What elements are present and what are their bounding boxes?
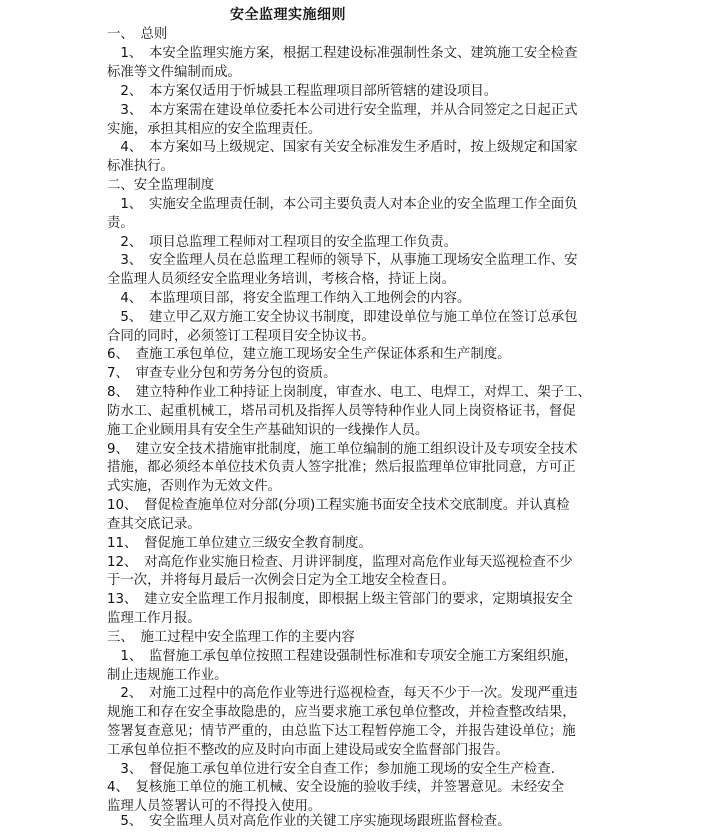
text-line: 2、 本方案仅适用于忻城县工程监理项目部所管辖的建设项目。 bbox=[107, 84, 498, 99]
text-line: 合同的同时，必须签订工程项目安全协议书。 bbox=[107, 329, 375, 344]
text-line: 3、 本方案需在建设单位委托本公司进行安全监理，并从合同签定之日起正式 bbox=[107, 103, 578, 118]
text-line: 11、 督促施工单位建立三级安全教育制度。 bbox=[107, 536, 372, 551]
text-line: 制止违规施工作业。 bbox=[107, 668, 228, 683]
text-line: 监理人员签署认可的不得投入使用。 bbox=[107, 799, 322, 814]
text-line: 标准执行。 bbox=[107, 159, 174, 174]
text-line: 2、 对施工过程中的高危作业等进行巡视检查，每天不少于一次。发现严重违 bbox=[107, 686, 578, 701]
text-line: 1、 本安全监理实施方案，根据工程建设标准强制性条文、建筑施工安全检查 bbox=[107, 46, 578, 61]
text-line: 三、 施工过程中安全监理工作的主要内容 bbox=[107, 630, 355, 645]
text-line: 8、 建立特种作业工种持证上岗制度，审查水、电工、电焊工，对焊工、架子工、 bbox=[107, 385, 591, 400]
text-line: 全监理人员须经安全监理业务培训，考核合格，持证上岗。 bbox=[107, 272, 456, 287]
text-line: 6、 查施工承包单位，建立施工现场安全生产保证体系和生产制度。 bbox=[107, 347, 511, 362]
text-line: 签署复查意见；情节严重的，由总监下达工程暂停施工令，并报告建设单位；施 bbox=[107, 724, 576, 739]
text-line: 3、 安全监理人员在总监理工程师的领导下，从事施工现场安全监理工作、安 bbox=[107, 253, 578, 268]
text-line: 5、 建立甲乙双方施工安全协议书制度，即建设单位与施工单位在签订总承包 bbox=[107, 310, 578, 325]
text-line: 4、 本方案如马上级规定、国家有关安全标准发生矛盾时，按上级规定和国家 bbox=[107, 140, 578, 155]
text-line: 实施，承担其相应的安全监理责任。 bbox=[107, 122, 322, 137]
text-line: 责。 bbox=[107, 216, 134, 231]
text-line: 监理工作月报。 bbox=[107, 611, 201, 626]
text-line: 10、 督促检查施单位对分部(分项)工程实施书面安全技术交底制度。并认真检 bbox=[107, 498, 570, 513]
text-line: 措施，都必须经本单位技术负责人签字批准；然后报监理单位审批同意，方可正 bbox=[107, 460, 576, 475]
text-line: 工承包单位拒不整改的应及时向市面上建设局或安全监督部门报告。 bbox=[107, 743, 509, 758]
text-line: 4、 复核施工单位的施工机械、安全设施的验收手续，并签署意见。未经安全 bbox=[107, 780, 565, 795]
text-line: 1、 监督施工承包单位按照工程建设强制性标准和专项安全施工方案组织施， bbox=[107, 649, 578, 664]
text-line: 1、 实施安全监理责任制，本公司主要负责人对本企业的安全监理工作全面负 bbox=[107, 197, 578, 212]
text-line: 5、 安全监理人员对高危作业的关键工序实施现场跟班监督检查。 bbox=[107, 814, 511, 829]
text-line: 规施工和存在安全事故隐患的，应当要求施工承包单位整改，并检查整改结果， bbox=[107, 705, 576, 720]
text-line: 4、 本监理项目部，将安全监理工作纳入工地例会的内容。 bbox=[107, 291, 471, 306]
text-line: 13、 建立安全监理工作月报制度，即根据上级主管部门的要求，定期填报安全 bbox=[107, 592, 573, 607]
text-line: 式实施，否则作为无效文件。 bbox=[107, 479, 282, 494]
text-line: 标准等文件编制而成。 bbox=[107, 65, 241, 80]
text-line: 3、 督促施工承包单位进行安全自查工作；参加施工现场的安全生产检查． bbox=[107, 762, 565, 777]
text-line: 查其交底记录。 bbox=[107, 517, 201, 532]
text-line: 7、 审查专业分包和劳务分包的资质。 bbox=[107, 366, 337, 381]
text-line: 二、安全监理制度 bbox=[107, 178, 215, 193]
text-line: 一、 总则 bbox=[107, 27, 168, 42]
text-line: 9、 建立安全技术措施审批制度，施工单位编制的施工组织设计及专项安全技术 bbox=[107, 442, 578, 457]
text-line: 2、 项目总监理工程师对工程项目的安全监理工作负责。 bbox=[107, 235, 457, 250]
text-line: 防水工、起重机械工，塔吊司机及指挥人员等特种作业人同上岗资格证书，督促 bbox=[107, 404, 576, 419]
text-line: 12、 对高危作业实施日检查、月讲评制度，监理对高危作业每天巡视检查不少 bbox=[107, 555, 573, 570]
document-title: 安全监理实施细则 bbox=[230, 7, 346, 23]
text-line: 施工企业顾用具有安全生产基础知识的一线操作人员。 bbox=[107, 423, 429, 438]
text-line: 于一次，并将每月最后一次例会日定为全工地安全检查日。 bbox=[107, 573, 456, 588]
